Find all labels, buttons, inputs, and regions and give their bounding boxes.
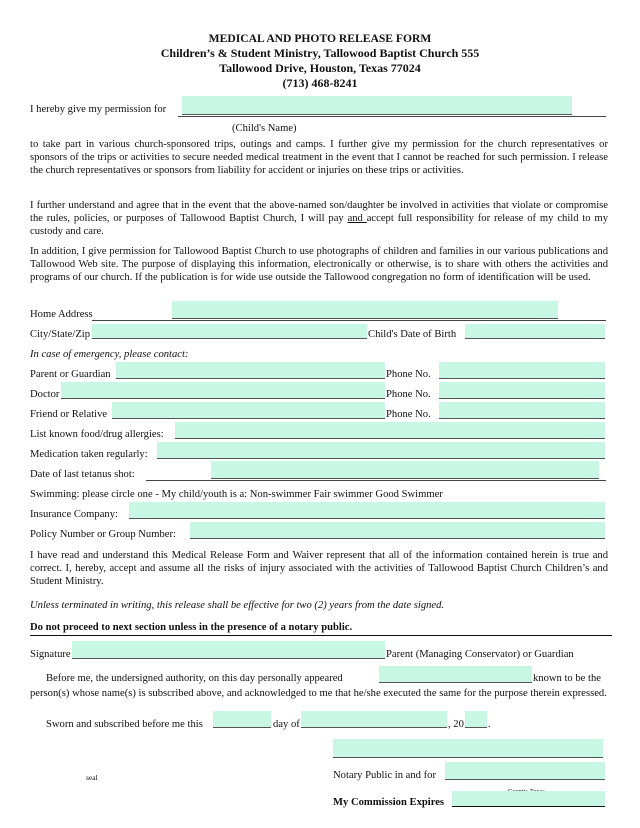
sworn-period: . [488, 719, 491, 730]
city-state-zip-label: City/State/Zip [30, 329, 91, 340]
sworn-day-field[interactable] [213, 711, 271, 728]
notary-county-field[interactable] [445, 762, 605, 780]
notary-before-me: Before me, the undersigned authority, on this day personally appeared [46, 673, 343, 684]
church-name: Children’s & Student Ministry, Tallowood Baptist Church 555 [160, 46, 480, 60]
photo-paragraph: In addition, I give permission for Tallowood Baptist Church to use photographs of children and families in our various publications and Tallowood Web site. The purpose of displaying this information, electronically or otherwise, is to share with others the activities and programs of our church. If the publication is for wide use outside the Tallowood congregation no form of identification will be used. [30, 246, 608, 283]
insurance-field[interactable] [129, 502, 605, 519]
policy-field[interactable] [190, 522, 605, 539]
parent-label: Parent or Guardian [30, 369, 111, 380]
child-name-line [178, 116, 606, 117]
allergies-field[interactable] [175, 422, 605, 439]
year-prefix: , 20 [448, 719, 464, 730]
conduct-paragraph [30, 199, 608, 238]
notary-continuation: person(s) whose name(s) is subscribed above, and acknowledged to me that he/she executed the same for the purpose therein expressed. [30, 688, 607, 699]
doctor-phone-label: Phone No. [386, 389, 431, 400]
doctor-field[interactable] [61, 382, 385, 399]
allergies-label: List known food/drug allergies: [30, 429, 164, 440]
form-title: MEDICAL AND PHOTO RELEASE FORM [208, 32, 432, 45]
seal-label: seal [86, 773, 98, 782]
home-address-line [92, 320, 606, 321]
signature-role: Parent (Managing Conservator) or Guardian [386, 649, 574, 660]
child-name-caption: (Child's Name) [232, 123, 297, 134]
notary-warning: Do not proceed to next section unless in the presence of a notary public. [30, 622, 353, 633]
doctor-phone-field[interactable] [439, 382, 605, 399]
parent-phone-field[interactable] [439, 362, 605, 379]
tetanus-label: Date of last tetanus shot: [30, 469, 135, 480]
church-phone: (713) 468-8241 [282, 76, 358, 90]
sworn-year-field[interactable] [465, 711, 487, 728]
friend-field[interactable] [112, 402, 385, 419]
termination-note: Unless terminated in writing, this release shall be effective for two (2) years from the date signed. [30, 600, 445, 611]
parent-field[interactable] [116, 362, 385, 379]
conduct-text-and: and [347, 213, 367, 224]
signature-field[interactable] [72, 641, 385, 659]
city-state-zip-field[interactable] [92, 324, 367, 339]
notary-signature-field[interactable] [333, 739, 603, 758]
commission-label: My Commission Expires [333, 797, 445, 808]
tetanus-field[interactable] [211, 461, 599, 479]
home-address-field[interactable] [172, 301, 558, 319]
child-name-field[interactable] [182, 96, 572, 115]
permission-label: I hereby give my permission for [30, 104, 167, 115]
day-of-label: day of [273, 719, 300, 730]
sworn-label: Sworn and subscribed before me this [46, 719, 203, 730]
home-address-label: Home Address [30, 309, 93, 320]
child-dob-field[interactable] [465, 324, 605, 339]
friend-label: Friend or Relative [30, 409, 108, 420]
policy-label: Policy Number or Group Number: [30, 529, 176, 540]
medication-field[interactable] [157, 442, 605, 459]
conduct-text-b: accept full responsibility for release of my child to my custody and care. [30, 213, 608, 237]
tetanus-line [146, 480, 606, 481]
sworn-month-field[interactable] [301, 711, 447, 728]
doctor-label: Doctor [30, 389, 60, 400]
swimming-line: Swimming: please circle one - My child/youth is a: Non-swimmer Fair swimmer Good Swimmer [30, 489, 443, 500]
child-dob-label: Child's Date of Birth [368, 329, 457, 340]
parent-phone-label: Phone No. [386, 369, 431, 380]
church-address: Tallowood Drive, Houston, Texas 77024 [219, 61, 421, 75]
friend-phone-field[interactable] [439, 402, 605, 419]
trips-paragraph: to take part in various church-sponsored trips, outings and camps. I further give my permission for the church representatives or sponsors of the trips or activities to secure needed medical treatment in the event that I cannot be reached for such permission. I release the church representatives or sponsors from liability for accident or injuries on these trips or activities. [30, 139, 608, 176]
friend-phone-label: Phone No. [386, 409, 431, 420]
notary-known-to-be: known to be the [533, 673, 601, 684]
emergency-heading: In case of emergency, please contact: [30, 349, 189, 360]
appeared-name-field[interactable] [379, 666, 532, 683]
insurance-label: Insurance Company: [30, 509, 118, 520]
commission-expires-field[interactable] [452, 791, 605, 807]
waiver-paragraph: I have read and understand this Medical Release Form and Waiver represent that all of the information contained herein is true and correct. I, hereby, accept and assume all the risks of injury associated with the activities of Tallowood Baptist Church Children’s and Student Ministry. [30, 550, 608, 587]
conduct-text-a: I further understand and agree that in the event that the above-named son/daughter be involved in activities that violate or compromise the rules, policies, or purposes of Tallowood Baptist Church, I will pay [30, 200, 608, 224]
section-divider [30, 635, 612, 636]
notary-public-label: Notary Public in and for [333, 770, 436, 781]
medication-label: Medication taken regularly: [30, 449, 148, 460]
signature-label: Signature [30, 649, 71, 660]
